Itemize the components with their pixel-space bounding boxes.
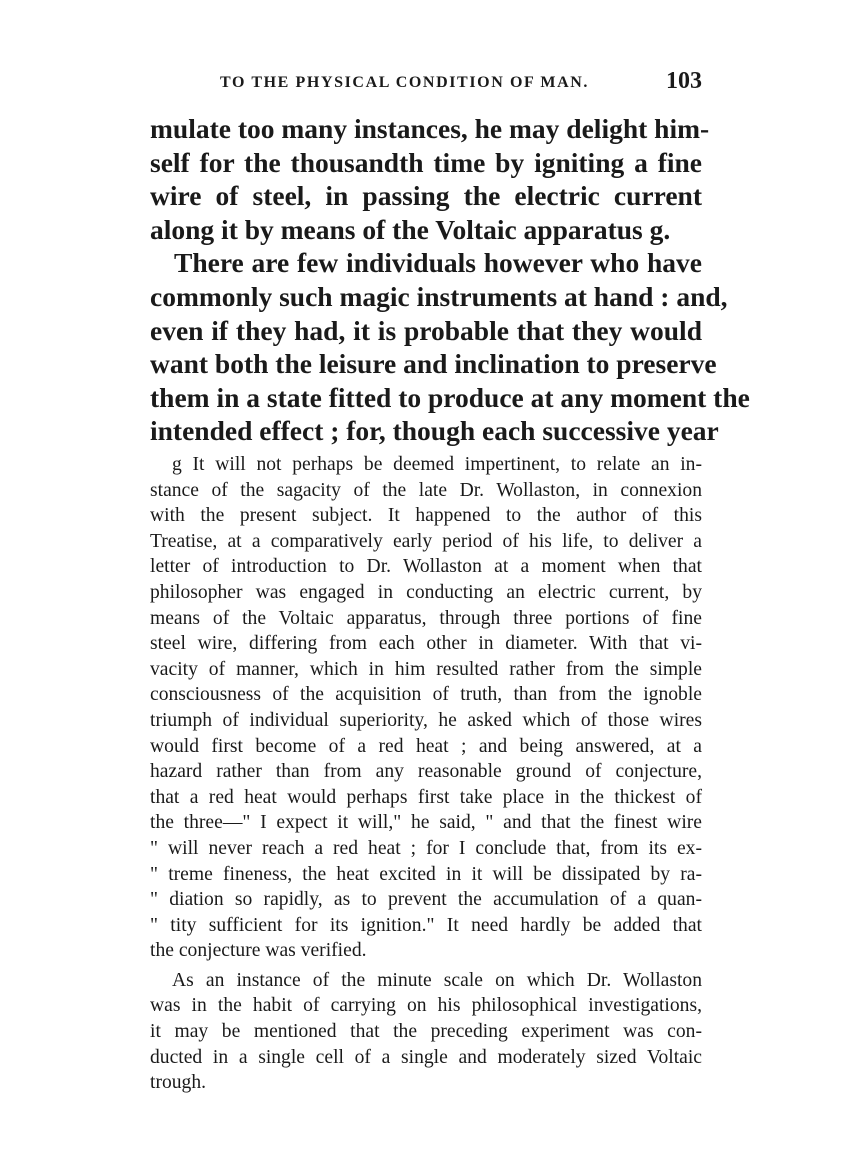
footnote-block [150,452,702,1096]
text-line: want both the leisure and inclination to preserve [150,348,717,380]
footnote-line: letter of introduction to Dr. Wollaston at a moment when that [150,556,702,578]
text-line: along it by means of the Voltaic apparatus g. [150,213,671,245]
text-line: them in a state fitted to produce at any moment the [150,381,750,413]
footnote-line: it may be mentioned that the preceding experiment was con- [150,1021,702,1043]
body-paragraph [150,112,710,246]
footnote-line: vacity of manner, which in him resulted rather from the simple [150,658,702,680]
footnote-line: " will never reach a red heat ; for I conclude that, from its ex- [150,837,702,859]
running-title: TO THE PHYSICAL CONDITION OF MAN. [220,74,589,91]
footnote-line: Treatise, at a comparatively early period of his life, to deliver a [150,530,702,552]
footnote-line: means of the Voltaic apparatus, through three portions of fine [150,607,702,629]
footnote-paragraph [150,968,702,1096]
body-paragraph [150,246,750,448]
text-line: wire of steel, in passing the electric current [150,180,702,212]
text-line: self for the thousandth time by igniting a fine [150,146,702,178]
footnote-line: would first become of a red heat ; and being answered, at a [150,735,702,757]
footnote-line: was in the habit of carrying on his philosophical investigations, [150,995,702,1017]
text-line: mulate too many instances, he may delight him- [150,113,710,144]
footnote-line: consciousness of the acquisition of truth, than from the ignoble [150,684,702,706]
footnote-line: hazard rather than from any reasonable ground of conjecture, [150,761,702,783]
running-head [150,68,702,100]
footnote-paragraph [150,452,702,964]
footnote-line: steel wire, differing from each other in diameter. With that vi- [150,633,702,655]
footnote-line: As an instance of the minute scale on which Dr. Wollaston [172,969,702,991]
footnote-line: " tity sufficient for its ignition." It need hardly be added that [150,914,702,936]
text-line: intended effect ; for, though each successive year [150,415,719,447]
text-line: There are few individuals however who have [174,247,702,279]
text-line: even if they had, it is probable that they would [150,314,702,346]
footnote-line: with the present subject. It happened to the author of this [150,505,702,527]
text-line: commonly such magic instruments at hand : and, [150,280,728,312]
footnote-line: trough. [150,1072,207,1094]
footnote-line: " diation so rapidly, as to prevent the accumulation of a quan- [150,889,702,911]
footnote-line: triumph of individual superiority, he asked which of those wires [150,709,702,731]
footnote-line: the three—" I expect it will," he said, " and that the finest wire [150,812,702,834]
footnote-line: " treme fineness, the heat excited in it will be dissipated by ra- [150,863,702,885]
page-number: 103 [666,68,702,94]
footnote-line: g It will not perhaps be deemed impertinent, to relate an in- [172,454,702,475]
footnote-line: stance of the sagacity of the late Dr. Wollaston, in connexion [150,479,702,501]
footnote-line: that a red heat would perhaps first take place in the thickest of [150,786,702,808]
footnote-line: the conjecture was verified. [150,940,367,962]
footnote-line: philosopher was engaged in conducting an electric current, by [150,581,702,603]
main-text [150,112,750,448]
footnote-line: ducted in a single cell of a single and moderately sized Voltaic [150,1046,702,1068]
